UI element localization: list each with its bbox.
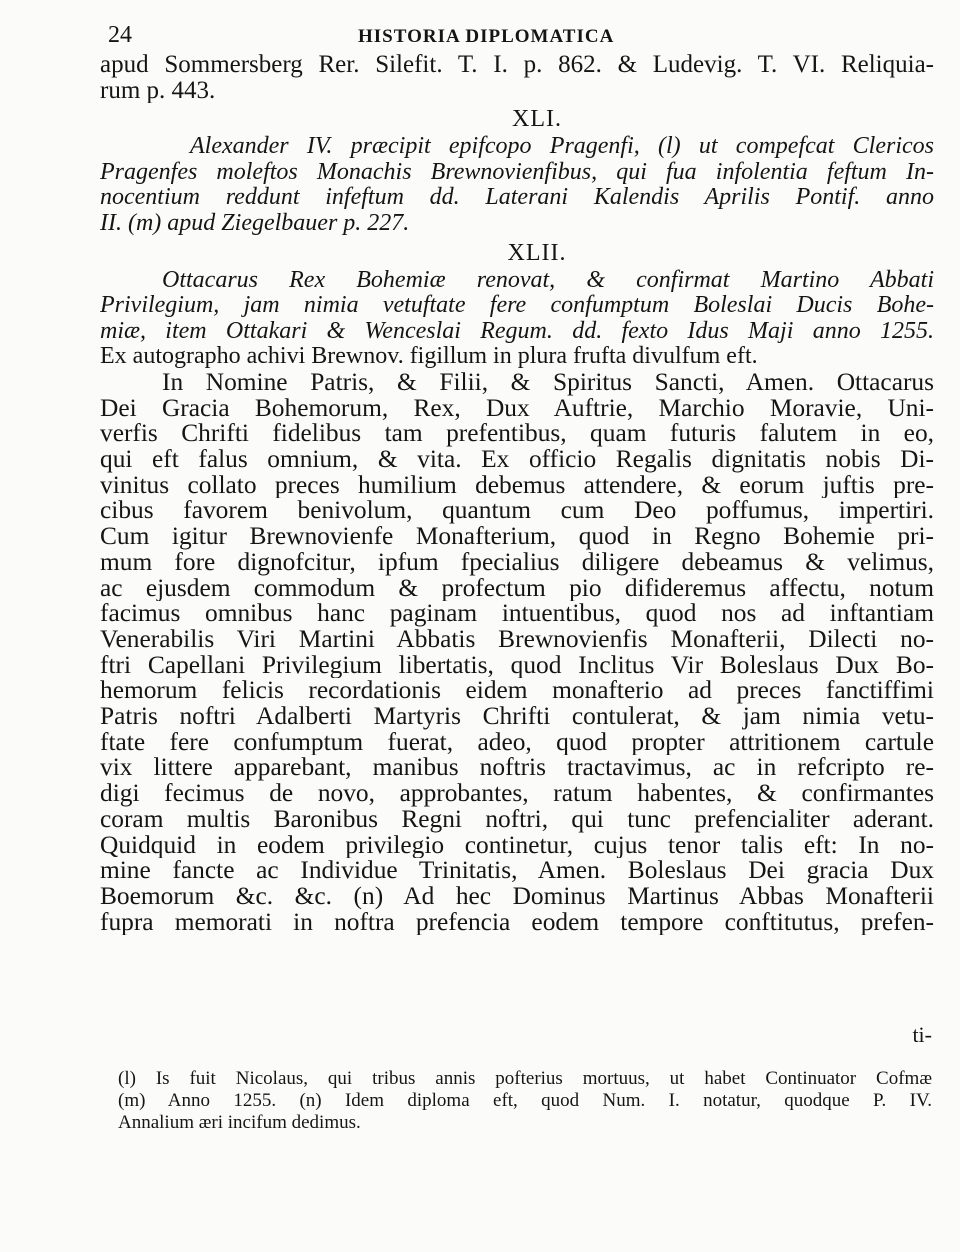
summary-line: Ottacarus Rex Bohemiæ renovat, & confirmat Martino Abbati bbox=[162, 267, 934, 293]
text-line: mine fancte ac Individue Trinitatis, Amen. Boleslaus Dei gracia Dux bbox=[100, 858, 934, 884]
text-line: coram multis Baronibus Regni noftri, qui tunc prefencialiter aderant. bbox=[100, 806, 934, 833]
summary-line: miæ, item Ottakari & Wenceslai Regum. dd. fexto Idus Maji anno 1255. bbox=[100, 318, 934, 344]
text-line: qui eft falus omnium, & vita. Ex officio Regalis dignitatis nobis Di- bbox=[100, 447, 934, 473]
text-line: Dei Gracia Bohemorum, Rex, Dux Auftrie, Marchio Moravie, Uni- bbox=[100, 395, 934, 422]
summary-line: Alexander IV. præcipit epifcopo Pragenfi, (l) ut compefcat Clericos bbox=[190, 134, 934, 160]
text-line: vix littere apparebant, manibus noftris tractavimus, ac in refcripto re- bbox=[100, 755, 934, 782]
summary-line: II. (m) apud Ziegelbauer p. 227. bbox=[100, 210, 410, 236]
running-title: HISTORIA DIPLOMATICA bbox=[358, 26, 615, 47]
text-line: Cum igitur Brewnovienfe Monafterium, quod in Regno Bohemie pri- bbox=[100, 524, 934, 550]
summary-line: nocentium reddunt infeftum dd. Laterani Kalendis Aprilis Pontif. anno bbox=[100, 185, 934, 211]
footnote-line: (m) Anno 1255. (n) Idem diploma eft, quod Num. I. notatur, quodque P. IV. bbox=[118, 1090, 932, 1111]
footnotes bbox=[118, 1068, 932, 1134]
text-line: ac ejusdem commodum & profectum pio difideremus affectu, notum bbox=[100, 575, 934, 602]
footnote-line: Annalium æri incifum dedimus. bbox=[118, 1112, 361, 1133]
text-line: fupra memorati in noftra prefencia eodem tempore conftitutus, prefen- bbox=[100, 909, 934, 936]
text-line: ftri Capellani Privilegium libertatis, quod Inclitus Vir Boleslaus Dux Bo- bbox=[100, 652, 934, 679]
text-line: facimus omnibus hanc paginam intuentibus, quod nos ad inftantiam bbox=[100, 601, 934, 627]
text-line: Venerabilis Viri Martini Abbatis Brewnovienfis Monafterii, Dilecti no- bbox=[100, 626, 934, 653]
text-line: mum fore dignofcitur, ipfum fpecialius diligere debeamus & velimus, bbox=[100, 549, 934, 576]
summary-line: Pragenfes moleftos Monachis Brewnovienfibus, qui fua infolentia feftum In- bbox=[100, 159, 934, 185]
text-line: hemorum felicis recordationis eidem monafterio ad preces fanctiffimi bbox=[100, 678, 934, 705]
text-line: rum p. 443. bbox=[100, 77, 216, 104]
section-number-41: XLI. bbox=[512, 106, 562, 133]
page-number: 24 bbox=[108, 22, 132, 48]
text-line: Boemorum &c. &c. (n) Ad hec Dominus Martinus Abbas Monafterii bbox=[100, 884, 934, 910]
summary-line: Ex autographo achivi Brewnov. figillum in plura frufta divulfum eft. bbox=[100, 344, 758, 370]
charter-text bbox=[100, 370, 934, 935]
text-line: apud Sommersberg Rer. Silefit. T. I. p. 862. & Ludevig. T. VI. Reliquia- bbox=[100, 52, 934, 78]
text-line: verfis Chrifti fidelibus tam prefentibus, quam futuris falutem in eo, bbox=[100, 421, 934, 448]
section-41-summary bbox=[100, 134, 934, 236]
section-number-42: XLII. bbox=[507, 239, 567, 266]
text-line: vinitus collato preces humilium debemus attendere, & eorum juftis pre- bbox=[100, 472, 934, 499]
section-42-summary bbox=[100, 268, 934, 370]
summary-line: Privilegium, jam nimia vetuftate fere confumptum Boleslai Ducis Bohe- bbox=[100, 293, 934, 319]
text-line: Patris noftri Adalberti Martyris Chrifti contulerat, & jam nimia vetu- bbox=[100, 704, 934, 730]
continuation-text bbox=[100, 52, 934, 103]
page-header bbox=[108, 22, 934, 52]
text-line: ftate fere confumptum fuerat, adeo, quod propter attritionem cartule bbox=[100, 729, 934, 756]
text-line: In Nomine Patris, & Filii, & Spiritus Sancti, Amen. Ottacarus bbox=[162, 369, 934, 396]
catchword: ti- bbox=[912, 1022, 932, 1047]
text-line: cibus favorem benivolum, quantum cum Deo poffumus, impertiri. bbox=[100, 498, 934, 525]
text-line: digi fecimus de novo, approbantes, ratum habentes, & confirmantes bbox=[100, 781, 934, 807]
footnote-line: (l) Is fuit Nicolaus, qui tribus annis pofterius mortuus, ut habet Continuator Cofmæ bbox=[118, 1068, 932, 1089]
text-line: Quidquid in eodem privilegio continetur, cujus tenor talis eft: In no- bbox=[100, 832, 934, 859]
